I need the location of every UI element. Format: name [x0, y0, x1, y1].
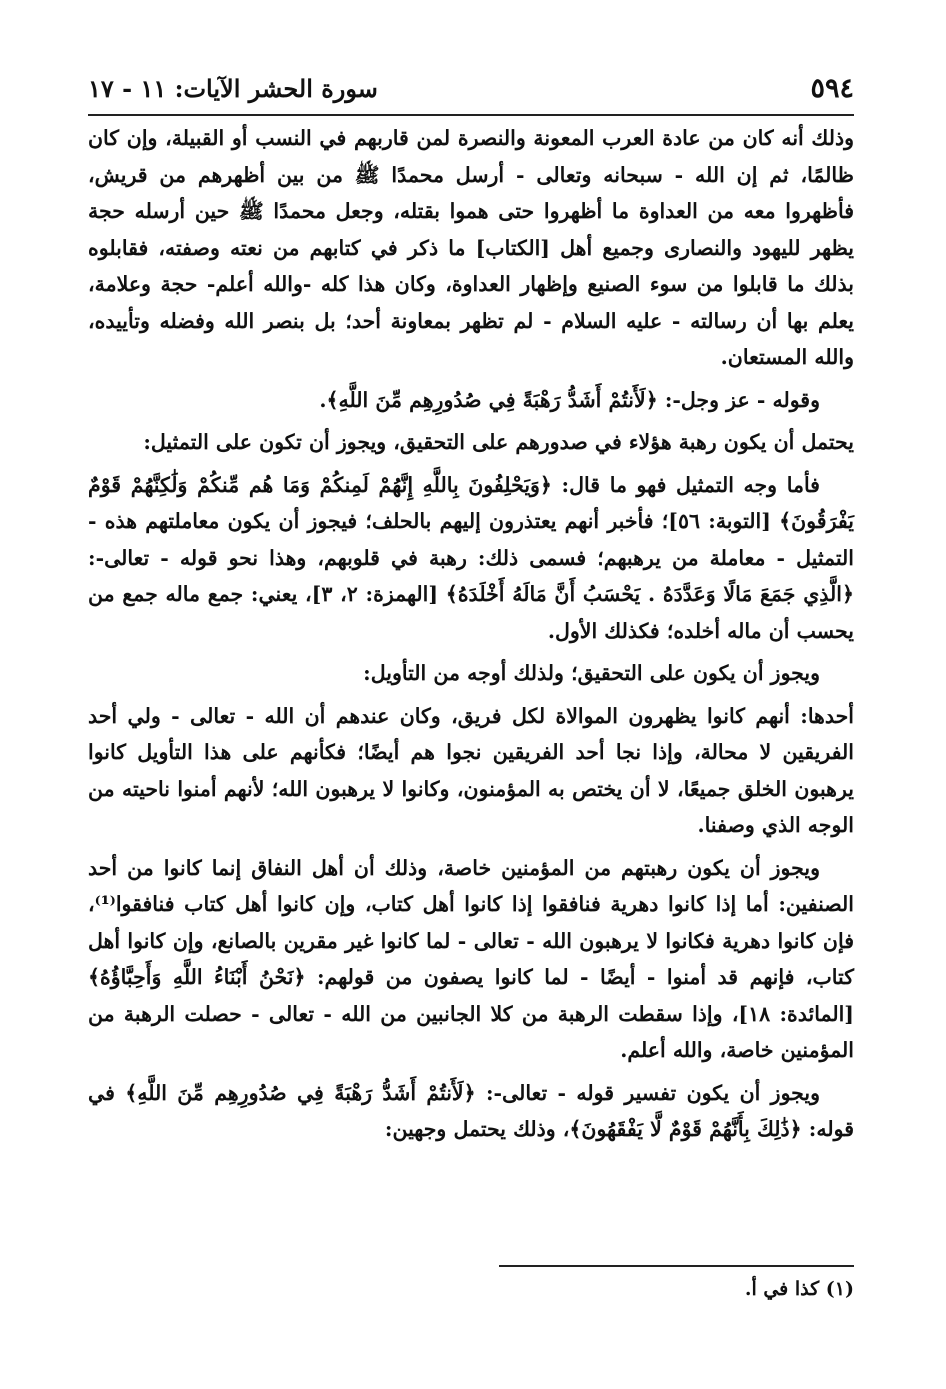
footnote-divider — [499, 1265, 854, 1267]
paragraph: ويجوز أن يكون رهبتهم من المؤمنين خاصة، وذلك أن أهل النفاق إنما كانوا من أحد الصنفين: أما إذا كانوا دهرية فنافقوا إذا كانوا أهل كتاب، وإن كانوا أهل كتاب فنافقوا⁽¹⁾، فإن كانوا دهرية فكانوا لا يرهبون الله - تعالى - لما كانوا غير مقرين بالصانع، وإن كانوا أهل كتاب، فإنهم قد أمنوا - أيضًا - لما كانوا يصفون من قولهم: ﴿نَحْنُ أَبْنَاءُ اللَّهِ وَأَحِبَّاؤُهُ﴾ [المائدة: ١٨]، وإذا سقطت الرهبة من كلا الجانبين من الله - تعالى - حصلت الرهبة من المؤمنين خاصة، والله أعلم. — [88, 855, 854, 1062]
paragraph: ويجوز أن يكون على التحقيق؛ ولذلك أوجه من التأويل: — [363, 661, 820, 685]
paragraph: وقوله - عز وجل-: ﴿لَأَنتُمْ أَشَدُّ رَهْبَةً فِي صُدُورِهِم مِّنَ اللَّهِ﴾. — [319, 387, 820, 412]
paragraph: أحدها: أنهم كانوا يظهرون الموالاة لكل فريق، وكان عندهم أن الله - تعالى - ولي أحد الفريقين لا محالة، وإذا نجا أحد الفريقين نجوا هم أيضًا؛ فكأنهم على هذا التأويل كانوا يرهبون الخلق جميعًا، لا أن يختص به المؤمنون، وكانوا لا يرهبون الله؛ لأنهم أمنوا ناحيته من الوجه الذي وصفنا. — [88, 703, 854, 837]
page-header — [88, 62, 854, 116]
running-title: سورة الحشر الآيات: ١١ - ١٧ — [88, 73, 378, 103]
paragraph: يحتمل أن يكون رهبة هؤلاء في صدورهم على التحقيق، ويجوز أن تكون على التمثيل: — [143, 430, 854, 454]
page-number: ٥٩٤ — [810, 72, 854, 104]
paragraph: وذلك أنه كان من عادة العرب المعونة والنصرة لمن قاربهم في النسب أو القبيلة، وإن كان ظالمًا، ثم إن الله - سبحانه وتعالى - أرسل محمدًا ﷺ من بين أظهرهم من قريش، فأظهروا معه من العداوة ما أظهروا حتى هموا بقتله، وجعل محمدًا ﷺ حين أرسله حجة يظهر لليهود والنصارى وجميع أهل [الكتاب] ما ذكر في كتابهم من نعته وصفته، فقابلوه بذلك ما قابلوا من سوء الصنيع وإظهار العداوة، وكان هذا كله -والله أعلم- حجة وعلامة، يعلم بها أن رسالته - عليه السلام - لم تظهر بمعاونة أحد؛ بل بنصر الله وفضله وتأييده، والله المستعان. — [88, 126, 854, 369]
paragraph: ويجوز أن يكون تفسير قوله - تعالى-: ﴿لَأَنتُمْ أَشَدُّ رَهْبَةً فِي صُدُورِهِم مِّنَ اللَّهِ﴾ في قوله: ﴿ذَٰلِكَ بِأَنَّهُمْ قَوْمٌ لَّا يَفْقَهُونَ﴾، وذلك يحتمل وجهين: — [88, 1080, 854, 1141]
main-text — [88, 120, 854, 1154]
paragraph: فأما وجه التمثيل فهو ما قال: ﴿وَيَحْلِفُونَ بِاللَّهِ إِنَّهُمْ لَمِنكُمْ وَمَا هُم مِّنكُمْ وَلَٰكِنَّهُمْ قَوْمٌ يَفْرَقُونَ﴾ [التوبة: ٥٦]؛ فأخبر أنهم يعتذرون إليهم بالحلف؛ فيجوز أن يكون معاملتهم هذه - التمثيل - معاملة من يرهبهم؛ فسمى ذلك: رهبة في قلوبهم، وهذا نحو قوله - تعالى-: ﴿الَّذِي جَمَعَ مَالًا وَعَدَّدَهُ . يَحْسَبُ أَنَّ مَالَهُ أَخْلَدَهُ﴾ [الهمزة: ٢، ٣]، يعني: جمع ماله جمع من يحسب أن ماله أخلده؛ فكذلك الأول. — [88, 472, 854, 643]
footnote: (١) كذا في أ. — [744, 1278, 854, 1300]
